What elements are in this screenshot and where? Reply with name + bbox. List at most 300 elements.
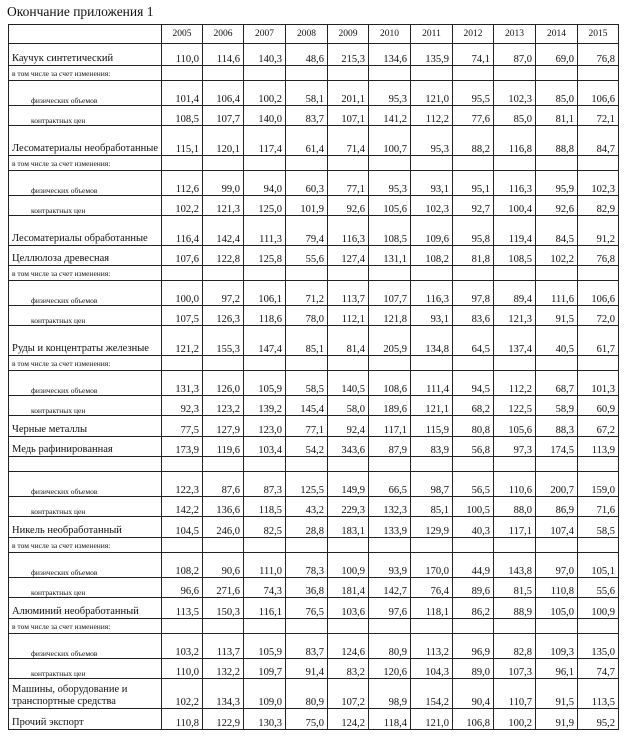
value-cell: 189,6 (369, 396, 411, 416)
value-cell: 147,4 (244, 326, 286, 356)
value-cell (162, 66, 203, 81)
value-cell (328, 619, 369, 634)
row-label: Медь рафинированная (9, 437, 162, 457)
note-label: в том числе за счет изменения: (9, 66, 162, 81)
value-cell: 83,7 (286, 106, 328, 126)
subrow-label: контрактных цен (9, 196, 162, 216)
value-cell: 124,2 (328, 709, 369, 730)
value-cell: 36,8 (286, 578, 328, 598)
value-cell (411, 356, 453, 371)
value-cell (286, 538, 328, 553)
value-cell: 74,1 (453, 44, 494, 66)
value-cell: 105,6 (494, 416, 536, 437)
value-cell: 117,1 (494, 517, 536, 538)
table-body (9, 44, 619, 730)
value-cell: 111,3 (244, 216, 286, 246)
value-cell: 110,0 (162, 659, 203, 679)
value-cell: 81,4 (328, 326, 369, 356)
value-cell: 112,2 (411, 106, 453, 126)
value-cell: 109,6 (411, 216, 453, 246)
value-cell: 125,8 (244, 246, 286, 266)
value-cell (203, 457, 244, 472)
row-label: Никель необработанный (9, 517, 162, 538)
value-cell: 71,2 (286, 281, 328, 306)
value-cell: 102,3 (411, 196, 453, 216)
table-subrow (9, 497, 619, 517)
value-cell: 95,3 (411, 126, 453, 156)
row-label: Лесоматериалы обработанные (9, 216, 162, 246)
value-cell (536, 66, 578, 81)
value-cell: 129,9 (411, 517, 453, 538)
value-cell (494, 538, 536, 553)
value-cell (286, 66, 328, 81)
value-cell: 108,6 (369, 371, 411, 396)
value-cell (494, 156, 536, 171)
value-cell: 127,4 (328, 246, 369, 266)
value-cell: 107,7 (369, 281, 411, 306)
value-cell: 111,4 (411, 371, 453, 396)
subrow-label: физических объемов (9, 472, 162, 497)
value-cell: 108,2 (411, 246, 453, 266)
value-cell (162, 457, 203, 472)
value-cell: 88,2 (453, 126, 494, 156)
value-cell: 246,0 (203, 517, 244, 538)
value-cell: 58,0 (328, 396, 369, 416)
value-cell: 87,0 (494, 44, 536, 66)
value-cell: 141,2 (369, 106, 411, 126)
value-cell: 100,9 (578, 598, 619, 619)
value-cell: 140,0 (244, 106, 286, 126)
note-label (9, 457, 162, 472)
value-cell: 100,0 (162, 281, 203, 306)
value-cell: 94,0 (244, 171, 286, 196)
value-cell (328, 66, 369, 81)
value-cell (369, 266, 411, 281)
value-cell: 126,3 (203, 306, 244, 326)
year-header: 2015 (578, 25, 619, 44)
value-cell: 174,5 (536, 437, 578, 457)
table-subrow (9, 634, 619, 659)
value-cell: 131,3 (162, 371, 203, 396)
value-cell (453, 356, 494, 371)
value-cell: 140,3 (244, 44, 286, 66)
value-cell: 85,1 (411, 497, 453, 517)
value-cell: 72,0 (578, 306, 619, 326)
value-cell (162, 356, 203, 371)
value-cell: 139,2 (244, 396, 286, 416)
row-label: Черные металлы (9, 416, 162, 437)
value-cell: 68,2 (453, 396, 494, 416)
value-cell: 103,2 (162, 634, 203, 659)
value-cell: 122,5 (494, 396, 536, 416)
value-cell: 87,6 (203, 472, 244, 497)
value-cell: 143,8 (494, 553, 536, 578)
note-label: в том числе за счет изменения: (9, 156, 162, 171)
subrow-label: контрактных цен (9, 306, 162, 326)
value-cell: 117,1 (369, 416, 411, 437)
table-subrow (9, 578, 619, 598)
value-cell: 159,0 (578, 472, 619, 497)
value-cell: 107,4 (536, 517, 578, 538)
value-cell: 113,5 (578, 679, 619, 709)
value-cell: 110,7 (494, 679, 536, 709)
value-cell (411, 457, 453, 472)
table-row (9, 216, 619, 246)
value-cell: 92,6 (536, 196, 578, 216)
value-cell: 142,7 (369, 578, 411, 598)
table-note-row (9, 66, 619, 81)
value-cell: 82,8 (494, 634, 536, 659)
value-cell: 93,1 (411, 306, 453, 326)
value-cell: 98,9 (369, 679, 411, 709)
value-cell: 106,4 (203, 81, 244, 106)
value-cell: 80,9 (369, 634, 411, 659)
value-cell: 119,6 (203, 437, 244, 457)
value-cell: 85,0 (494, 106, 536, 126)
value-cell (536, 156, 578, 171)
value-cell: 74,3 (244, 578, 286, 598)
value-cell: 81,5 (494, 578, 536, 598)
value-cell: 93,1 (411, 171, 453, 196)
value-cell: 84,5 (536, 216, 578, 246)
value-cell: 107,6 (162, 246, 203, 266)
value-cell: 173,9 (162, 437, 203, 457)
value-cell: 135,0 (578, 634, 619, 659)
value-cell: 108,5 (494, 246, 536, 266)
value-cell: 100,2 (494, 709, 536, 730)
value-cell: 66,5 (369, 472, 411, 497)
value-cell: 83,9 (411, 437, 453, 457)
value-cell: 99,0 (203, 171, 244, 196)
value-cell: 89,6 (453, 578, 494, 598)
value-cell (369, 356, 411, 371)
value-cell: 131,1 (369, 246, 411, 266)
value-cell (244, 619, 286, 634)
value-cell: 77,6 (453, 106, 494, 126)
value-cell: 110,6 (494, 472, 536, 497)
value-cell (453, 619, 494, 634)
value-cell: 58,5 (578, 517, 619, 538)
value-cell: 105,0 (536, 598, 578, 619)
value-cell: 40,3 (453, 517, 494, 538)
table-subrow (9, 472, 619, 497)
value-cell: 105,1 (578, 553, 619, 578)
table-subrow (9, 81, 619, 106)
value-cell: 55,6 (578, 578, 619, 598)
table-note-row (9, 619, 619, 634)
value-cell (244, 66, 286, 81)
value-cell (162, 538, 203, 553)
value-cell: 150,3 (203, 598, 244, 619)
value-cell: 120,1 (203, 126, 244, 156)
value-cell: 69,0 (536, 44, 578, 66)
subrow-label: контрактных цен (9, 497, 162, 517)
value-cell: 75,0 (286, 709, 328, 730)
value-cell: 83,7 (286, 634, 328, 659)
value-cell (536, 619, 578, 634)
value-cell (453, 457, 494, 472)
value-cell: 88,0 (494, 497, 536, 517)
value-cell: 112,1 (328, 306, 369, 326)
value-cell (453, 538, 494, 553)
value-cell: 181,4 (328, 578, 369, 598)
value-cell: 121,8 (369, 306, 411, 326)
value-cell: 121,1 (411, 396, 453, 416)
value-cell: 107,2 (328, 679, 369, 709)
value-cell: 122,8 (203, 246, 244, 266)
table-subrow (9, 196, 619, 216)
value-cell: 115,1 (162, 126, 203, 156)
value-cell (536, 457, 578, 472)
value-cell: 101,9 (286, 196, 328, 216)
value-cell (244, 356, 286, 371)
value-cell: 111,6 (536, 281, 578, 306)
value-cell: 83,2 (328, 659, 369, 679)
value-cell: 95,2 (578, 709, 619, 730)
value-cell: 118,4 (369, 709, 411, 730)
table-row (9, 517, 619, 538)
value-cell: 170,0 (411, 553, 453, 578)
value-cell: 91,5 (536, 306, 578, 326)
value-cell (203, 66, 244, 81)
value-cell: 102,3 (578, 171, 619, 196)
value-cell: 81,1 (536, 106, 578, 126)
value-cell: 110,8 (162, 709, 203, 730)
value-cell (328, 356, 369, 371)
value-cell: 55,6 (286, 246, 328, 266)
value-cell: 95,9 (536, 171, 578, 196)
value-cell (162, 156, 203, 171)
value-cell: 86,2 (453, 598, 494, 619)
year-header: 2012 (453, 25, 494, 44)
value-cell: 84,7 (578, 126, 619, 156)
value-cell: 106,1 (244, 281, 286, 306)
value-cell: 87,9 (369, 437, 411, 457)
value-cell: 104,5 (162, 517, 203, 538)
value-cell: 81,8 (453, 246, 494, 266)
value-cell: 100,2 (244, 81, 286, 106)
value-cell (411, 66, 453, 81)
value-cell: 122,9 (203, 709, 244, 730)
value-cell: 95,1 (453, 171, 494, 196)
table-row (9, 126, 619, 156)
value-cell: 124,6 (328, 634, 369, 659)
value-cell (494, 619, 536, 634)
year-header: 2013 (494, 25, 536, 44)
subrow-label: физических объемов (9, 634, 162, 659)
value-cell: 101,4 (162, 81, 203, 106)
value-cell: 215,3 (328, 44, 369, 66)
row-label: Лесоматериалы необработанные (9, 126, 162, 156)
value-cell (453, 156, 494, 171)
subrow-label: контрактных цен (9, 106, 162, 126)
value-cell: 97,6 (369, 598, 411, 619)
value-cell: 112,2 (494, 371, 536, 396)
value-cell: 78,3 (286, 553, 328, 578)
value-cell (494, 66, 536, 81)
value-cell: 74,7 (578, 659, 619, 679)
table-row (9, 437, 619, 457)
value-cell (369, 457, 411, 472)
value-cell: 91,2 (578, 216, 619, 246)
value-cell: 77,1 (286, 416, 328, 437)
note-label: в том числе за счет изменения: (9, 356, 162, 371)
value-cell: 140,5 (328, 371, 369, 396)
value-cell: 107,3 (494, 659, 536, 679)
value-cell (328, 538, 369, 553)
value-cell: 155,3 (203, 326, 244, 356)
value-cell: 92,3 (162, 396, 203, 416)
value-cell: 120,6 (369, 659, 411, 679)
value-cell: 109,7 (244, 659, 286, 679)
note-label: в том числе за счет изменения: (9, 538, 162, 553)
value-cell (328, 156, 369, 171)
value-cell (578, 619, 619, 634)
value-cell (203, 156, 244, 171)
value-cell (328, 457, 369, 472)
value-cell (369, 538, 411, 553)
value-cell: 95,8 (453, 216, 494, 246)
table-subrow (9, 371, 619, 396)
value-cell: 343,6 (328, 437, 369, 457)
value-cell: 102,2 (162, 679, 203, 709)
table-note-row (9, 457, 619, 472)
table-subrow (9, 553, 619, 578)
value-cell: 142,4 (203, 216, 244, 246)
value-cell: 113,5 (162, 598, 203, 619)
value-cell: 85,1 (286, 326, 328, 356)
value-cell: 86,9 (536, 497, 578, 517)
note-label: в том числе за счет изменения: (9, 266, 162, 281)
value-cell (203, 266, 244, 281)
year-header: 2006 (203, 25, 244, 44)
value-cell: 103,4 (244, 437, 286, 457)
value-cell: 205,9 (369, 326, 411, 356)
value-cell: 109,3 (536, 634, 578, 659)
value-cell: 97,8 (453, 281, 494, 306)
subrow-label: контрактных цен (9, 578, 162, 598)
value-cell: 109,0 (244, 679, 286, 709)
value-cell: 105,6 (369, 196, 411, 216)
value-cell (536, 538, 578, 553)
value-cell (536, 266, 578, 281)
value-cell (286, 619, 328, 634)
value-cell: 116,3 (411, 281, 453, 306)
row-label: Прочий экспорт (9, 709, 162, 730)
value-cell: 200,7 (536, 472, 578, 497)
subrow-label: контрактных цен (9, 659, 162, 679)
value-cell (578, 66, 619, 81)
value-cell: 60,9 (578, 396, 619, 416)
value-cell: 107,7 (203, 106, 244, 126)
value-cell: 97,3 (494, 437, 536, 457)
value-cell (536, 356, 578, 371)
value-cell: 122,3 (162, 472, 203, 497)
value-cell: 110,0 (162, 44, 203, 66)
value-cell (369, 66, 411, 81)
value-cell: 58,9 (536, 396, 578, 416)
value-cell (411, 156, 453, 171)
value-cell: 117,4 (244, 126, 286, 156)
year-header: 2007 (244, 25, 286, 44)
value-cell: 95,5 (453, 81, 494, 106)
value-cell: 96,6 (162, 578, 203, 598)
value-cell (411, 619, 453, 634)
table-subrow (9, 396, 619, 416)
value-cell: 72,1 (578, 106, 619, 126)
table-note-row (9, 538, 619, 553)
value-cell (578, 457, 619, 472)
value-cell: 98,7 (411, 472, 453, 497)
value-cell: 90,6 (203, 553, 244, 578)
value-cell: 130,3 (244, 709, 286, 730)
value-cell: 67,2 (578, 416, 619, 437)
export-index-table (8, 24, 619, 730)
value-cell: 56,8 (453, 437, 494, 457)
value-cell: 113,2 (411, 634, 453, 659)
value-cell: 121,0 (411, 81, 453, 106)
value-cell: 113,7 (203, 634, 244, 659)
value-cell: 71,6 (578, 497, 619, 517)
value-cell (453, 266, 494, 281)
value-cell: 76,8 (578, 44, 619, 66)
value-cell: 106,6 (578, 81, 619, 106)
value-cell: 96,1 (536, 659, 578, 679)
value-cell: 60,3 (286, 171, 328, 196)
value-cell: 85,0 (536, 81, 578, 106)
value-cell: 112,6 (162, 171, 203, 196)
value-cell: 123,2 (203, 396, 244, 416)
row-label: Руды и концентраты железные (9, 326, 162, 356)
value-cell: 149,9 (328, 472, 369, 497)
value-cell: 126,0 (203, 371, 244, 396)
table-note-row (9, 156, 619, 171)
value-cell: 145,4 (286, 396, 328, 416)
value-cell: 82,9 (578, 196, 619, 216)
value-cell: 77,1 (328, 171, 369, 196)
value-cell: 113,7 (328, 281, 369, 306)
subrow-label: физических объемов (9, 281, 162, 306)
value-cell: 43,2 (286, 497, 328, 517)
value-cell: 106,8 (453, 709, 494, 730)
year-header: 2005 (162, 25, 203, 44)
value-cell: 118,5 (244, 497, 286, 517)
value-cell (369, 619, 411, 634)
value-cell (244, 156, 286, 171)
value-cell: 183,1 (328, 517, 369, 538)
value-cell: 56,5 (453, 472, 494, 497)
value-cell: 127,9 (203, 416, 244, 437)
value-cell: 102,2 (536, 246, 578, 266)
value-cell: 271,6 (203, 578, 244, 598)
value-cell (203, 538, 244, 553)
value-cell: 102,2 (162, 196, 203, 216)
value-cell: 125,5 (286, 472, 328, 497)
value-cell: 95,3 (369, 81, 411, 106)
value-cell: 108,5 (162, 106, 203, 126)
value-cell: 97,0 (536, 553, 578, 578)
value-cell: 134,8 (411, 326, 453, 356)
value-cell (244, 538, 286, 553)
header-empty-cell (9, 25, 162, 44)
value-cell: 95,3 (369, 171, 411, 196)
value-cell (453, 66, 494, 81)
value-cell (286, 356, 328, 371)
value-cell: 89,0 (453, 659, 494, 679)
value-cell: 115,9 (411, 416, 453, 437)
value-cell: 88,9 (494, 598, 536, 619)
value-cell: 68,7 (536, 371, 578, 396)
